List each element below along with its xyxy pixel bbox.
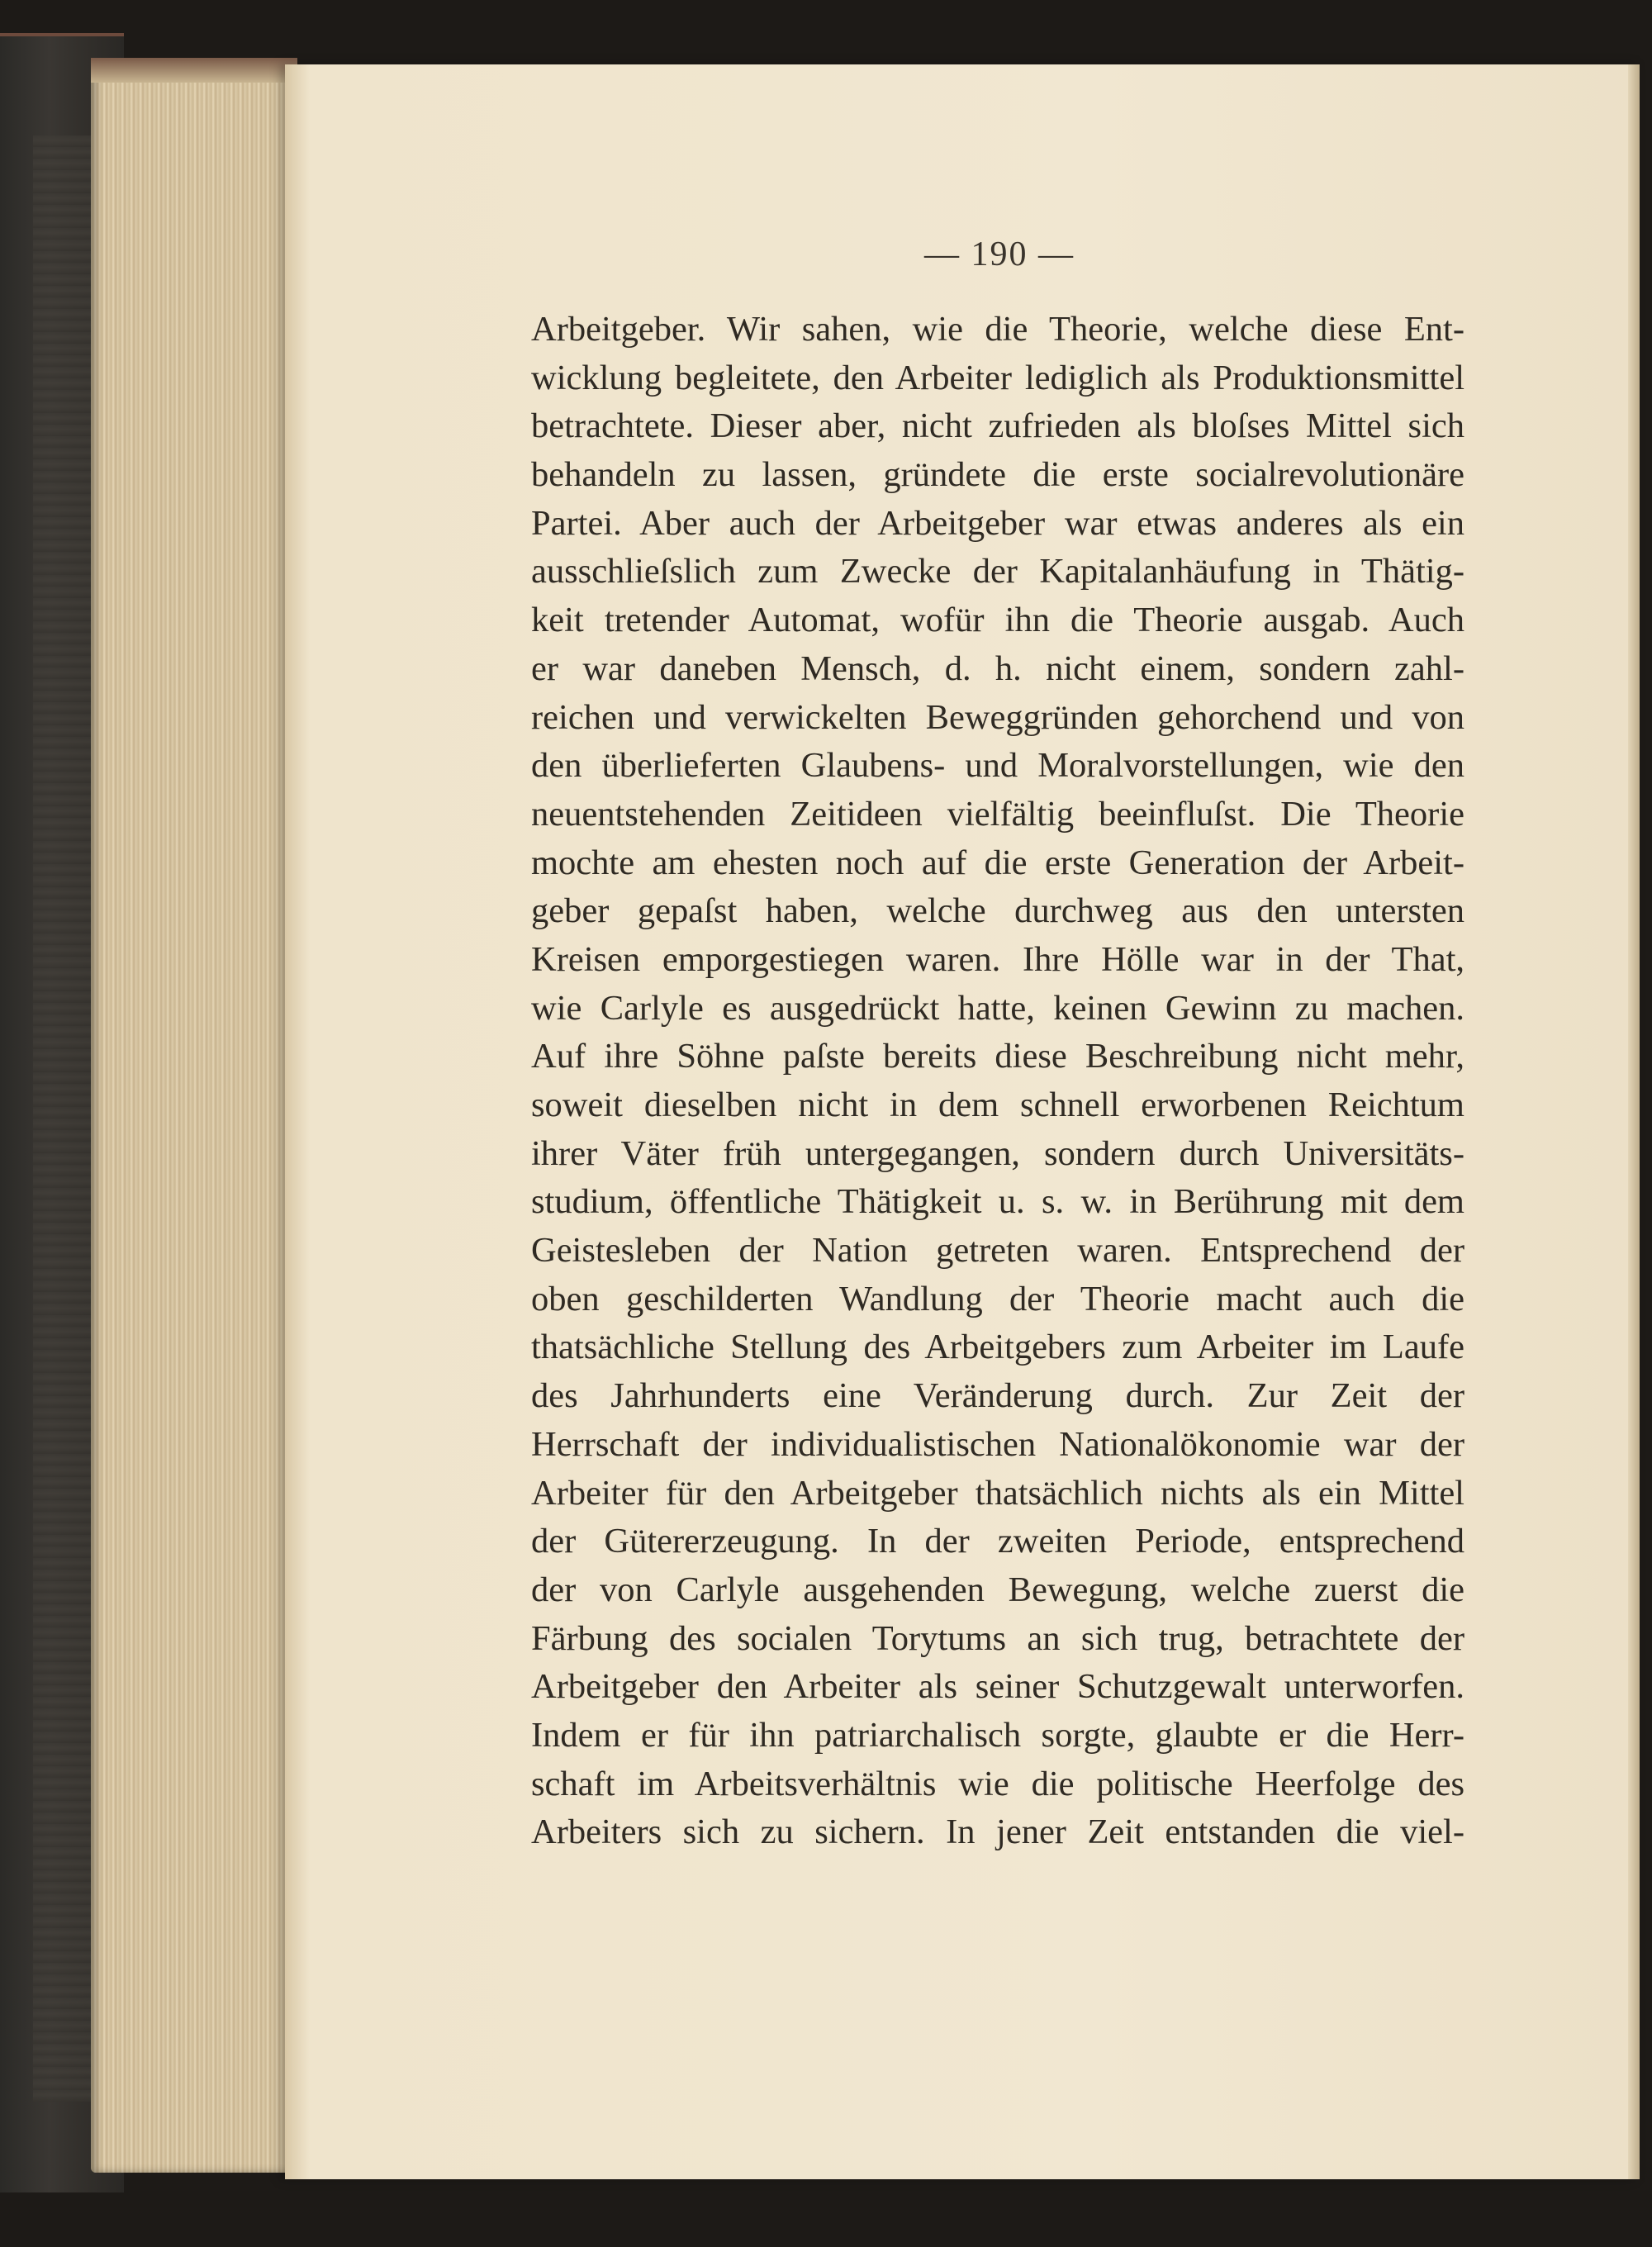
text-line: Arbeiters sich zu sichern. In jener Zeit entstanden die viel-: [531, 1812, 1464, 1852]
text-line: Geistesleben der Nation getreten waren. Entsprechend der: [531, 1231, 1464, 1271]
text-line: Indem er für ihn patriarchalisch sorgte, glaubte er die Herr-: [531, 1715, 1464, 1755]
text-line: wie Carlyle es ausgedrückt hatte, keinen Gewinn zu machen.: [531, 988, 1464, 1028]
text-line: mochte am ehesten noch auf die erste Generation der Arbeit-: [531, 843, 1464, 882]
text-line: studium, öffentliche Thätigkeit u. s. w. in Berührung mit dem: [531, 1182, 1464, 1222]
text-line: des Jahrhunderts eine Veränderung durch. Zur Zeit der: [531, 1376, 1464, 1416]
text-line: ihrer Väter früh untergegangen, sondern durch Universitäts-: [531, 1133, 1464, 1173]
text-line: betrachtete. Dieser aber, nicht zufrieden als bloſses Mittel sich: [531, 406, 1464, 446]
text-line: Partei. Aber auch der Arbeitgeber war etwas anderes als ein: [531, 503, 1464, 543]
text-line: den überlieferten Glaubens- und Moralvorstellungen, wie den: [531, 746, 1464, 786]
page-edge-right: [1628, 64, 1640, 2179]
text-line: geber gepaſst haben, welche durchweg aus den untersten: [531, 891, 1464, 931]
text-line: schaft im Arbeitsverhältnis wie die politische Heerfolge des: [531, 1764, 1464, 1803]
text-line: wicklung begleitete, den Arbeiter lediglich als Produktionsmittel: [531, 358, 1464, 397]
text-line: reichen und verwickelten Beweggründen gehorchend und von: [531, 697, 1464, 737]
text-line: neuentstehenden Zeitideen vielfältig beeinfluſst. Die Theorie: [531, 794, 1464, 834]
text-line: behandeln zu lassen, gründete die erste socialrevolutionäre: [531, 455, 1464, 495]
text-line: Färbung des socialen Torytums an sich trug, betrachtete der: [531, 1618, 1464, 1658]
text-line: ausschlieſslich zum Zwecke der Kapitalanhäufung in Thätig-: [531, 552, 1464, 591]
page-number: — 190 —: [924, 235, 1075, 273]
body-text: [531, 306, 1464, 1857]
text-line: oben geschilderten Wandlung der Theorie macht auch die: [531, 1279, 1464, 1318]
text-line: Arbeitgeber. Wir sahen, wie die Theorie, welche diese Ent-: [531, 310, 1464, 349]
page-edges: [91, 58, 297, 2173]
text-line: Arbeiter für den Arbeitgeber thatsächlich nichts als ein Mittel: [531, 1473, 1464, 1513]
text-line: Arbeitgeber den Arbeiter als seiner Schutzgewalt unterworfen.: [531, 1667, 1464, 1707]
text-line: thatsächliche Stellung des Arbeitgebers zum Arbeiter im Laufe: [531, 1328, 1464, 1367]
text-line: Kreisen emporgestiegen waren. Ihre Hölle war in der That,: [531, 939, 1464, 979]
cover-texture: [33, 135, 91, 2102]
text-line: Auf ihre Söhne paſste bereits diese Beschreibung nicht mehr,: [531, 1037, 1464, 1076]
text-line: der von Carlyle ausgehenden Bewegung, welche zuerst die: [531, 1570, 1464, 1609]
text-line: der Gütererzeugung. In der zweiten Periode, entsprechend: [531, 1522, 1464, 1561]
text-line: Herrschaft der individualistischen Nationalökonomie war der: [531, 1424, 1464, 1464]
text-line: keit tretender Automat, wofür ihn die Theorie ausgab. Auch: [531, 601, 1464, 640]
text-line: soweit dieselben nicht in dem schnell erworbenen Reichtum: [531, 1085, 1464, 1124]
text-line: er war daneben Mensch, d. h. nicht einem, sondern zahl-: [531, 648, 1464, 688]
